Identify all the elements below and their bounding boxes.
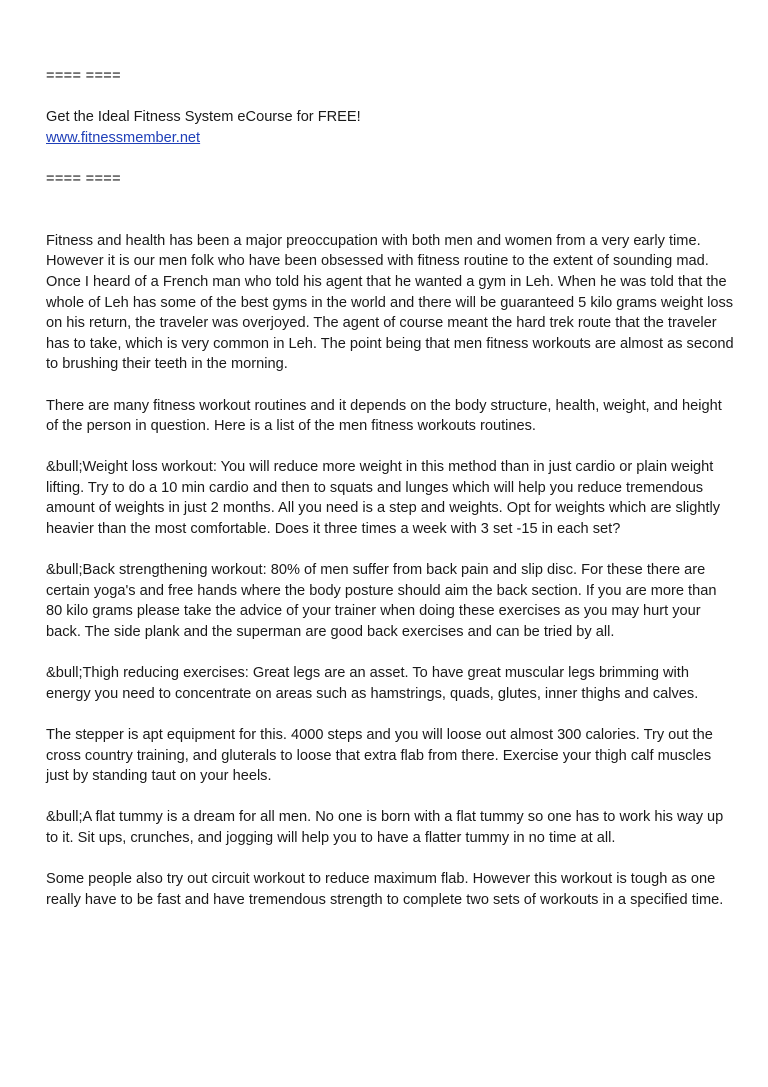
paragraph-stepper: The stepper is apt equipment for this. 4000 steps and you will loose out almost 300 calories. Try out the cross country training, and gluterals to loose that extra flab from there. Exercise your thigh calf muscles just by standing taut on your heels. bbox=[46, 727, 713, 785]
paragraph-weight-loss: &bull;Weight loss workout: You will reduce more weight in this method than in just cardio or plain weight lifting. Try to do a 10 min cardio and then to squats and lunges which will help you reduce tremendous amount of weights in just 2 months. All you need is a step and weights. Opt for weights which are slightly heavier than the most comfortable. Does it three times a week with 3 set -15 in each set? bbox=[46, 459, 721, 538]
paragraph-thigh: &bull;Thigh reducing exercises: Great legs are an asset. To have great muscular legs brimming with energy you need to concentrate on areas such as hamstrings, quads, glutes, inner thighs and calves. bbox=[46, 665, 699, 702]
paragraph-back: &bull;Back strengthening workout: 80% of men suffer from back pain and slip disc. For these there are certain yoga's and free hands where the body posture should aim the back section. If you are more than 80 kilo grams please take the advice of your trainer when doing these exercises as you may hurt your back. The side plank and the superman are good back exercises and can be tried by all. bbox=[46, 562, 717, 641]
promo-title: Get the Ideal Fitness System eCourse for FREE! bbox=[46, 109, 361, 126]
separator-top: ==== ==== bbox=[46, 68, 121, 84]
paragraph-tummy: &bull;A flat tummy is a dream for all men. No one is born with a flat tummy so one has to work his way up to it. Sit ups, crunches, and jogging will help you to have a flatter tummy in no time at all. bbox=[46, 809, 724, 846]
document-page bbox=[46, 66, 736, 931]
paragraph-routines: There are many fitness workout routines and it depends on the body structure, health, weight, and height of the person in question. Here is a list of the men fitness workouts routines. bbox=[46, 397, 722, 435]
promo-link[interactable]: www.fitnessmember.net bbox=[46, 129, 201, 146]
separator-bottom: ==== ==== bbox=[46, 170, 121, 187]
promo-header bbox=[46, 66, 736, 190]
paragraph-intro: Fitness and health has been a major preoccupation with both men and women from a very early time. However it is our men folk who have been obsessed with fitness routine to the extent of sounding mad. Once I heard of a French man who told his agent that he wanted a gym in Leh. When he was told that the whole of Leh has some of the best gyms in the world and there will be guaranteed 5 kilo grams weight loss on his return, the traveler was overjoyed. The agent of course meant the hard trek route that the traveler has to take, which is very common in Leh. The point being that men fitness workouts are almost as second to brushing their teeth in the morning. bbox=[46, 232, 734, 373]
article-body bbox=[46, 231, 736, 911]
paragraph-circuit: Some people also try out circuit workout to reduce maximum flab. However this workout is tough as one really have to be fast and have tremendous strength to complete two sets of workouts in a specified time. bbox=[46, 871, 724, 908]
